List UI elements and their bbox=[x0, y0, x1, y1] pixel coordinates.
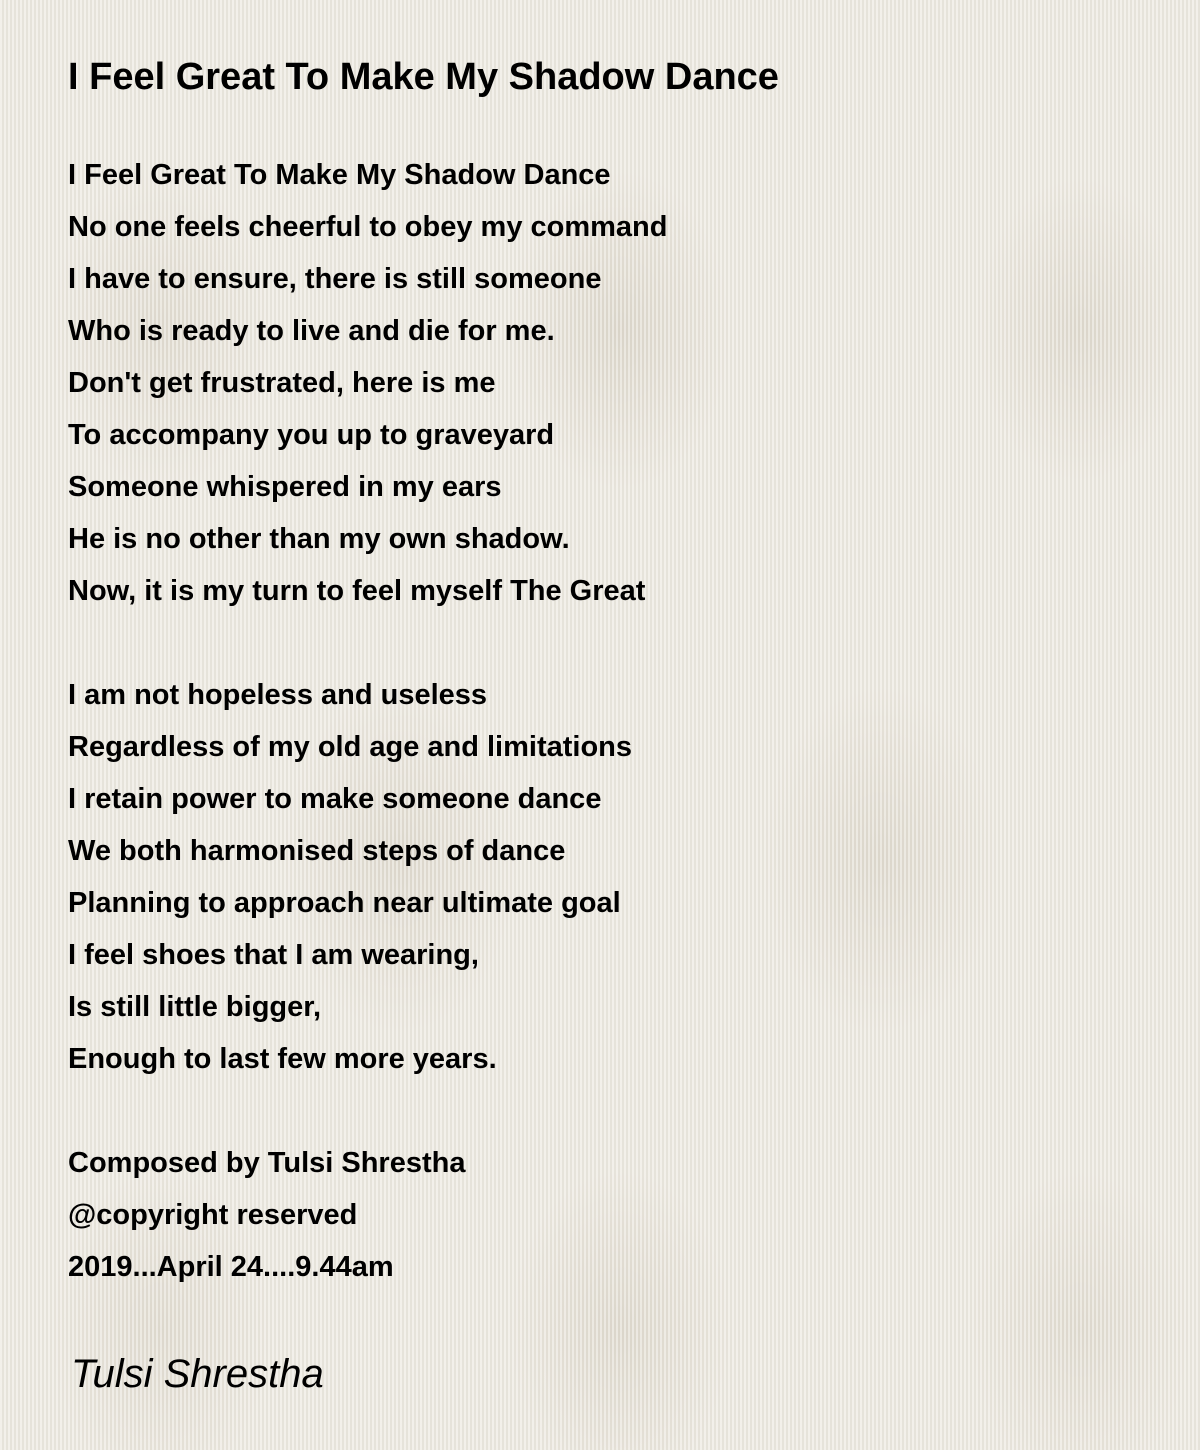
poem-line: To accompany you up to graveyard bbox=[68, 419, 555, 451]
poem-line: We both harmonised steps of dance bbox=[68, 835, 566, 867]
poem-line: Don't get frustrated, here is me bbox=[68, 367, 496, 399]
poem-line: I am not hopeless and useless bbox=[68, 679, 488, 711]
poem-title: I Feel Great To Make My Shadow Dance bbox=[68, 56, 779, 98]
poem-line: I feel shoes that I am wearing, bbox=[68, 939, 479, 971]
composer-credit: Composed by Tulsi Shrestha bbox=[68, 1147, 466, 1179]
poem-line: Now, it is my turn to feel myself The Great bbox=[68, 575, 646, 607]
copyright-note: @copyright reserved bbox=[68, 1199, 358, 1231]
stanza-break bbox=[68, 1085, 667, 1137]
stanza-break bbox=[68, 617, 667, 669]
author-name: Tulsi Shrestha bbox=[71, 1352, 324, 1396]
poem-line: Enough to last few more years. bbox=[68, 1043, 497, 1075]
poem-line: Is still little bigger, bbox=[68, 991, 321, 1023]
poem-line: Regardless of my old age and limitations bbox=[68, 731, 633, 763]
poem-line: Who is ready to live and die for me. bbox=[68, 315, 555, 347]
poem-body bbox=[68, 149, 667, 1293]
poem-line: I have to ensure, there is still someone bbox=[68, 263, 602, 295]
poem-line: He is no other than my own shadow. bbox=[68, 523, 570, 555]
poem-line: Someone whispered in my ears bbox=[68, 471, 502, 503]
poem-line: No one feels cheerful to obey my command bbox=[68, 211, 668, 243]
poem-line: I Feel Great To Make My Shadow Dance bbox=[68, 159, 611, 191]
composition-date: 2019...April 24....9.44am bbox=[68, 1251, 394, 1283]
poem-line: I retain power to make someone dance bbox=[68, 783, 602, 815]
poem-line: Planning to approach near ultimate goal bbox=[68, 887, 621, 919]
